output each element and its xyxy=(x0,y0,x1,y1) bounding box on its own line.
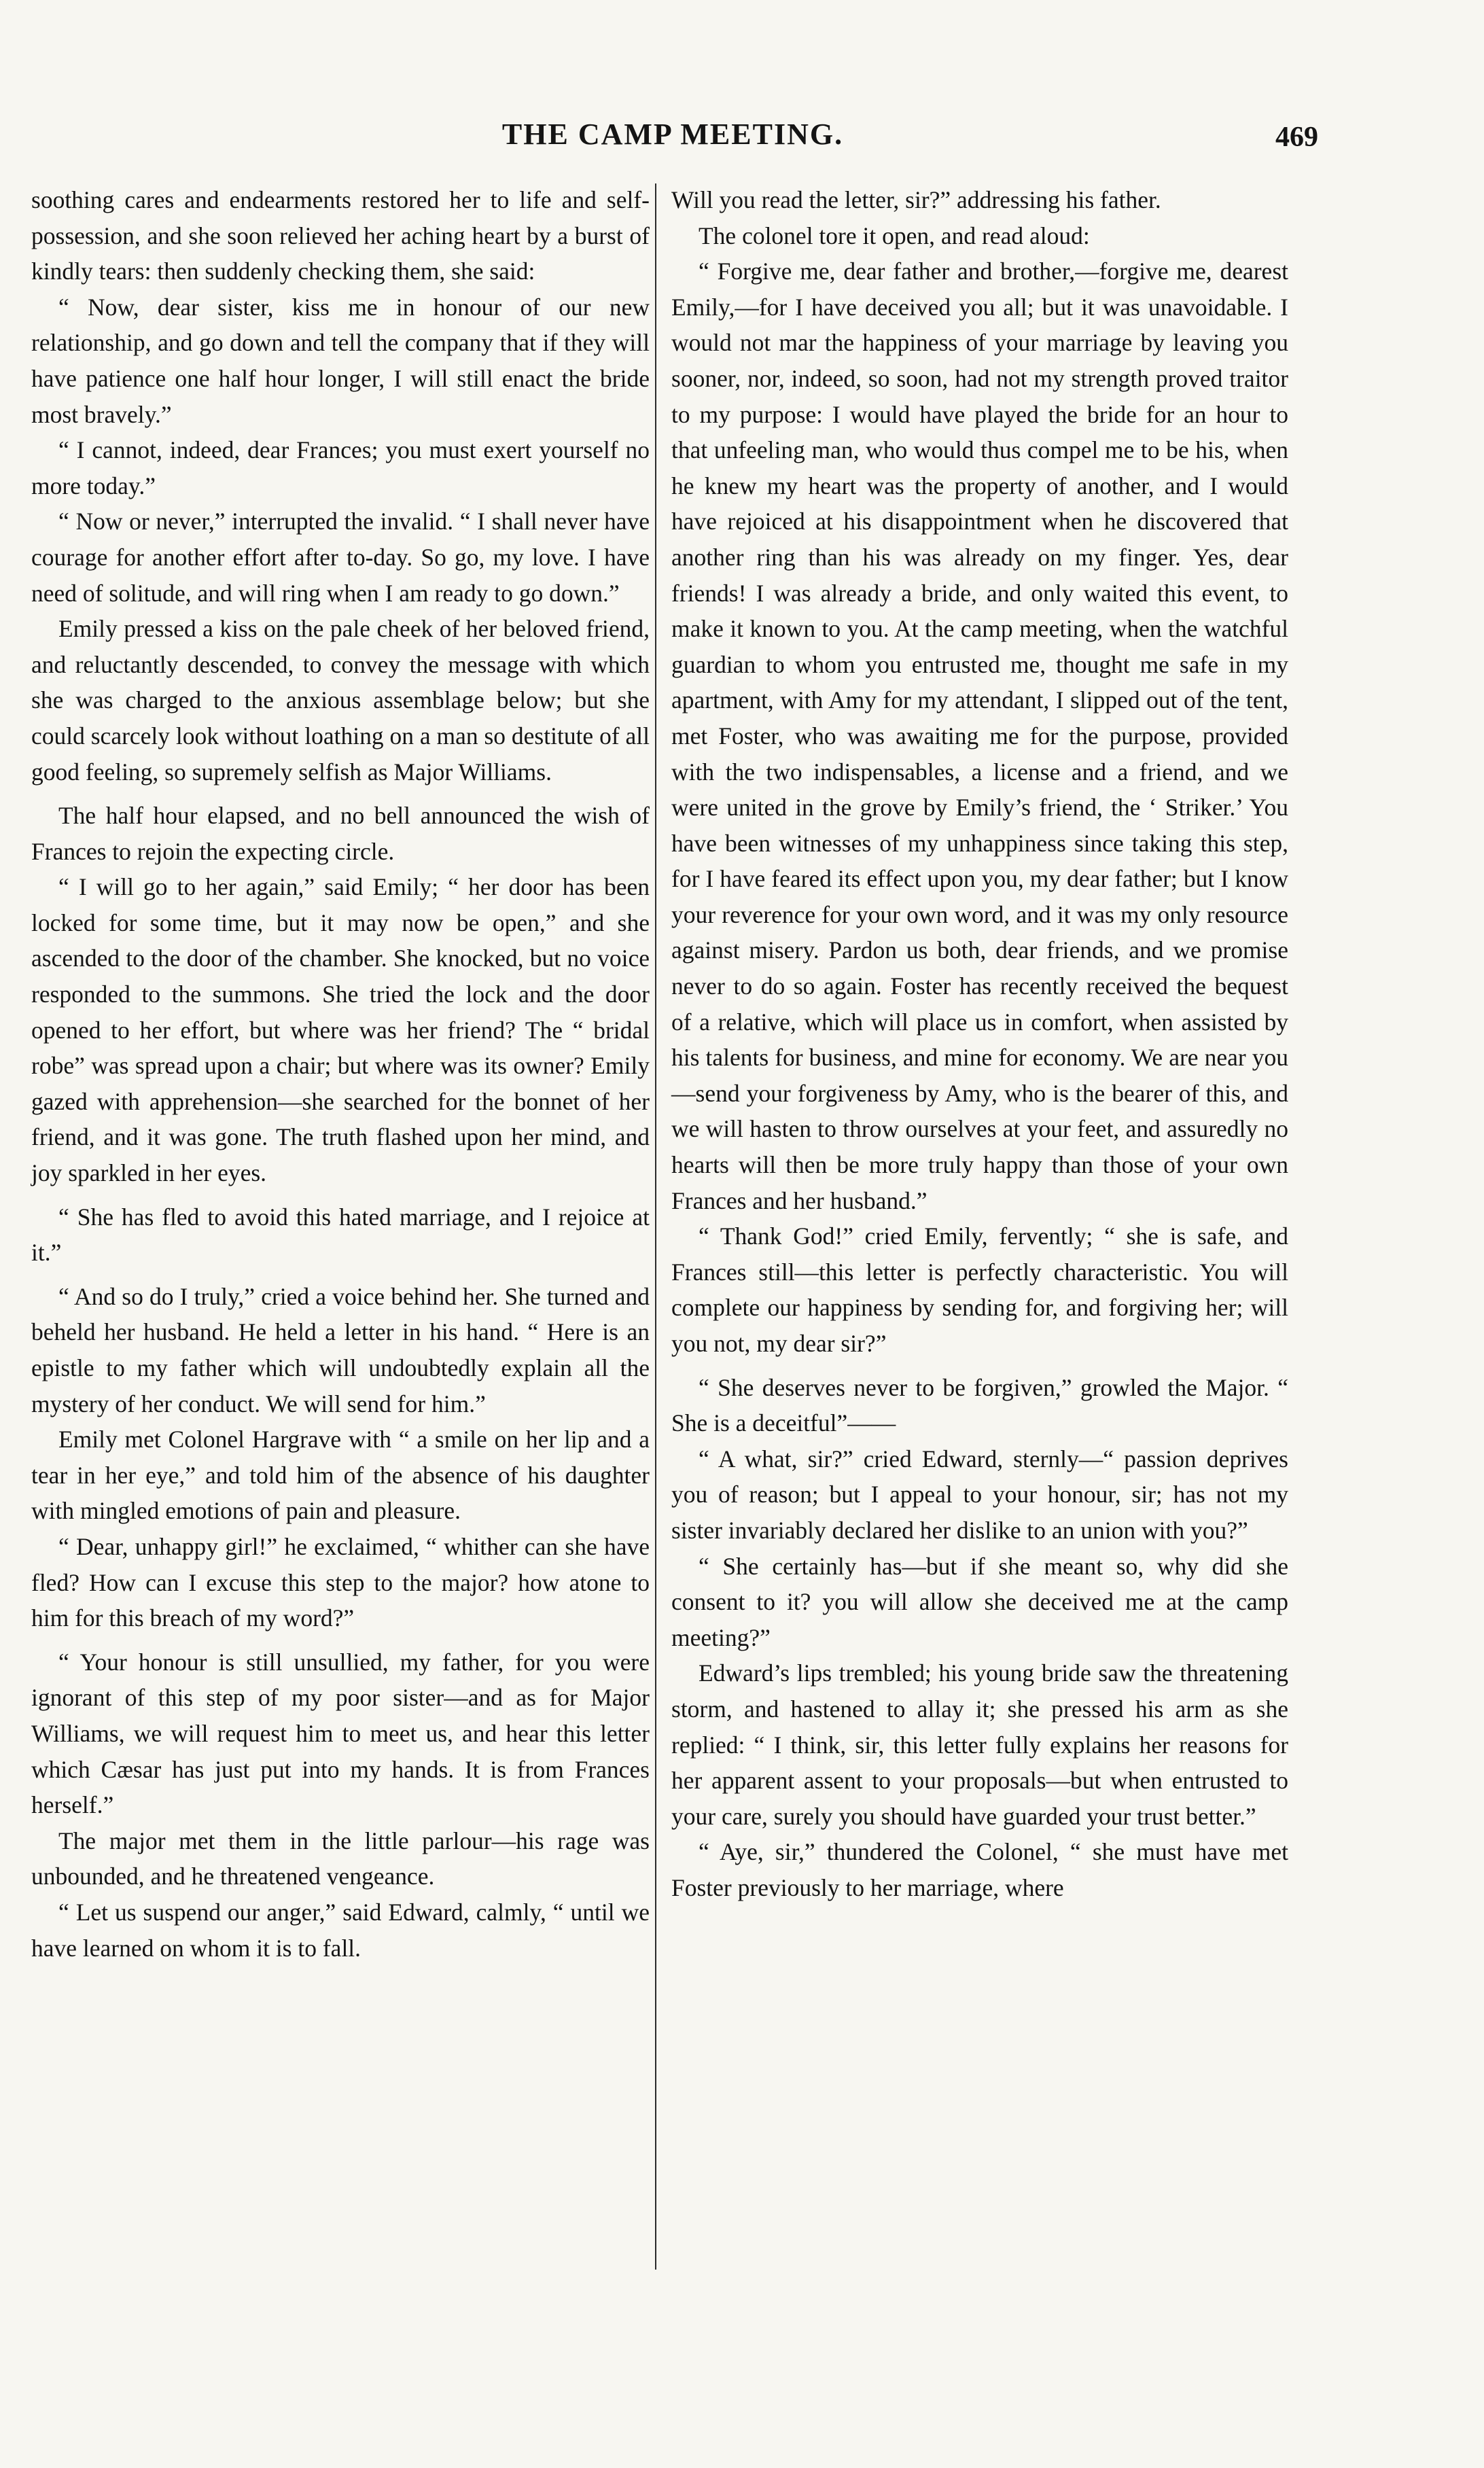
paragraph: The colonel tore it open, and read aloud: xyxy=(699,222,1090,249)
paragraph: “ Now or never,” interrupted the invalid. “ I shall never have courage for another effort after to-day. So go, my love. I have need of solitude, and will ring when I am ready to go down.” xyxy=(31,508,650,607)
paragraph: The half hour elapsed, and no bell announced the wish of Frances to rejoin the expecting circle. xyxy=(31,802,650,865)
paragraph: “ Thank God!” cried Emily, fervently; “ she is safe, and Frances still—this letter is perfectly characteristic. You will complete our happiness by sending for, and forgiving her; will you not, my dear sir?” xyxy=(671,1222,1288,1357)
paragraph: “ Forgive me, dear father and brother,—forgive me, dearest Emily,—for I have deceived you all; but it was unavoidable. I would not mar the happiness of your marriage by leaving you sooner, nor, indeed, so soon, had not my strength proved traitor to my purpose: I would have played the bride for an hour to that unfeeling man, who would thus compel me to be his, when he knew my heart was the property of another, and I would have rejoiced at his disappointment when he discovered that another ring than his was already on my finger. Yes, dear friends! I was already a bride, and only waited this event, to make it known to you. At the camp meeting, when the watchful guardian to whom you entrusted me, thought me safe in my apartment, with Amy for my attendant, I slipped out of the tent, met Foster, who was awaiting me for the purpose, provided with the two indispensables, a license and a friend, and we were united in the grove by Emily’s friend, the ‘ Striker.’ You have been witnesses of my unhappiness since taking this step, for I have feared its effect upon you, my dear father; but I know your reverence for your own word, and it was my only resource against misery. Pardon us both, dear friends, and we promise never to do so again. Foster has recently received the bequest of a relative, which will place us in comfort, when assisted by his talents for business, and mine for economy. We are near you—send your forgiveness by Amy, who is the bearer of this, and we will hasten to throw ourselves at your feet, and assuredly no hearts will then be more truly happy than those of your own Frances and her husband.” xyxy=(671,258,1288,1214)
paragraph: Will you read the letter, sir?” addressing his father. xyxy=(671,186,1161,213)
left-column xyxy=(31,182,650,1966)
paragraph: “ Let us suspend our anger,” said Edward, calmly, “ until we have learned on whom it is to fall. xyxy=(31,1898,650,1962)
paragraph: “ Now, dear sister, kiss me in honour of our new relationship, and go down and tell the company that if they will have patience one half hour longer, I will still enact the bride most bravely.” xyxy=(31,293,650,428)
paragraph: “ She certainly has—but if she meant so, why did she consent to it? you will allow she deceived me at the camp meeting?” xyxy=(671,1552,1288,1651)
paragraph: Edward’s lips trembled; his young bride saw the threatening storm, and hastened to allay it; she pressed his arm as she replied: “ I think, sir, this letter fully explains her reasons for her apparent assent to your proposals—but when entrusted to your care, surely you should have guarded your trust better.” xyxy=(671,1659,1288,1830)
paragraph: “ She deserves never to be forgiven,” growled the Major. “ She is a deceitful”—— xyxy=(671,1373,1288,1437)
paragraph: “ I will go to her again,” said Emily; “ her door has been locked for some time, but it may now be open,” and she ascended to the door of the chamber. She knocked, but no voice responded to the summons. She tried the lock and the door opened to her effort, but where was her friend? The “ bridal robe” was spread upon a chair; but where was its owner? Emily gazed with apprehension—she searched for the bonnet of her friend, and it was gone. The truth flashed upon her mind, and joy sparkled in her eyes. xyxy=(31,873,650,1187)
paragraph: “ And so do I truly,” cried a voice behind her. She turned and beheld her husband. He held a letter in his hand. “ Here is an epistle to my father which will undoubtedly explain all the mystery of her conduct. We will send for him.” xyxy=(31,1282,650,1417)
paragraph: soothing cares and endearments restored her to life and self-possession, and she soon relieved her aching heart by a burst of kindly tears: then suddenly checking them, she said: xyxy=(31,186,650,285)
paragraph: Emily met Colonel Hargrave with “ a smile on her lip and a tear in her eye,” and told him of the absence of his daughter with mingled emotions of pain and pleasure. xyxy=(31,1426,650,1525)
paragraph: The major met them in the little parlour—his rage was unbounded, and he threatened vengeance. xyxy=(31,1827,650,1890)
paragraph: “ I cannot, indeed, dear Frances; you must exert yourself no more today.” xyxy=(31,436,650,499)
right-column xyxy=(671,182,1288,1906)
paragraph: Emily pressed a kiss on the pale cheek of her beloved friend, and reluctantly descended, to convey the message with which she was charged to the anxious assemblage below; but she could scarcely look without loathing on a man so destitute of all good feeling, so supremely selfish as Major Williams. xyxy=(31,615,650,786)
paragraph: “ Dear, unhappy girl!” he exclaimed, “ whither can she have fled? How can I excuse this step to the major? how atone to him for this breach of my word?” xyxy=(31,1532,650,1632)
paragraph: “ She has fled to avoid this hated marriage, and I rejoice at it.” xyxy=(31,1203,650,1267)
running-header xyxy=(0,117,1484,171)
running-title: THE CAMP MEETING. xyxy=(501,118,844,151)
page-number: 469 xyxy=(1275,122,1318,153)
column-divider xyxy=(655,183,656,2270)
paragraph: “ Aye, sir,” thundered the Colonel, “ she must have met Foster previously to her marriage, where xyxy=(671,1838,1288,1901)
paragraph: “ A what, sir?” cried Edward, sternly—“ passion deprives you of reason; but I appeal to your honour, sir; has not my sister invariably declared her dislike to an union with you?” xyxy=(671,1445,1288,1544)
paragraph: “ Your honour is still unsullied, my father, for you were ignorant of this step of my poor sister—and as for Major Williams, we will request him to meet us, and hear this letter which Cæsar has just put into my hands. It is from Frances herself.” xyxy=(31,1648,650,1819)
